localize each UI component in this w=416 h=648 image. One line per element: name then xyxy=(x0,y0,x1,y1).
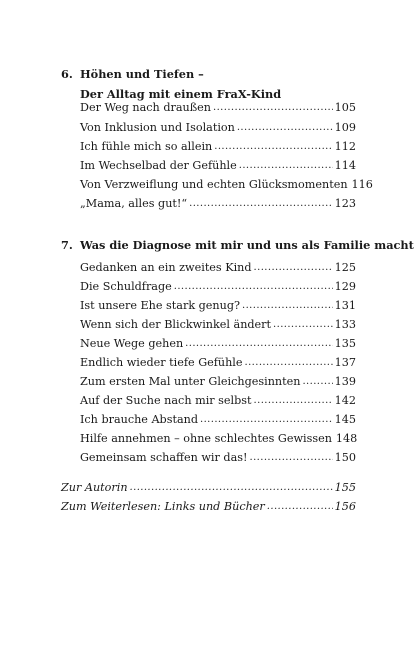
entry-page: 145 xyxy=(334,413,356,426)
dot-leader xyxy=(254,259,333,277)
entry-title: Wenn sich der Blickwinkel ändert xyxy=(80,318,272,331)
entry-page: 137 xyxy=(334,356,356,369)
entry-title: Zur Autorin xyxy=(61,481,128,494)
dot-leader xyxy=(239,157,333,175)
entry-page: 142 xyxy=(334,394,356,407)
toc-entry[interactable] xyxy=(80,335,356,353)
toc-entry[interactable] xyxy=(80,430,356,448)
entry-page: 156 xyxy=(334,500,356,513)
entry-title: Im Wechselbad der Gefühle xyxy=(80,159,237,172)
toc-entry[interactable] xyxy=(80,449,356,467)
dot-leader xyxy=(254,392,333,410)
dot-leader xyxy=(185,335,332,353)
toc-entry[interactable] xyxy=(80,259,356,277)
entry-title: Endlich wieder tiefe Gefühle xyxy=(80,356,243,369)
entry-page: 148 xyxy=(335,432,358,445)
toc-entry[interactable] xyxy=(80,119,356,137)
dot-leader xyxy=(130,479,333,497)
entry-page: 150 xyxy=(334,451,356,464)
chapter-number: 6. xyxy=(61,67,73,81)
dot-leader xyxy=(213,99,333,117)
entry-page: 131 xyxy=(334,299,356,312)
dot-leader xyxy=(273,316,333,334)
toc-entry[interactable] xyxy=(80,195,356,213)
entry-title: Von Inklusion und Isolation xyxy=(80,121,235,134)
toc-entry[interactable] xyxy=(80,354,356,372)
entry-title: Auf der Suche nach mir selbst xyxy=(80,394,252,407)
chapter-title-line-1: Höhen und Tiefen – xyxy=(80,67,204,81)
toc-entry[interactable] xyxy=(80,316,356,334)
entry-title: „Mama, alles gut!“ xyxy=(80,197,188,210)
chapter-number: 7. xyxy=(61,238,73,252)
entry-page: 125 xyxy=(334,261,356,274)
dot-leader xyxy=(200,411,333,429)
dot-leader xyxy=(267,498,333,516)
entry-page: 112 xyxy=(334,140,356,153)
chapter-title-line-1: Was die Diagnose mit mir und uns als Familie macht xyxy=(80,238,414,252)
entry-page: 109 xyxy=(334,121,356,134)
toc-entry[interactable] xyxy=(80,411,356,429)
entry-page: 123 xyxy=(334,197,356,210)
entry-page: 155 xyxy=(334,481,356,494)
entry-page: 139 xyxy=(334,375,356,388)
toc-entry[interactable] xyxy=(80,373,356,391)
toc-entry[interactable] xyxy=(80,138,356,156)
entry-page: 135 xyxy=(334,337,356,350)
entry-page: 105 xyxy=(334,101,356,114)
toc-entry[interactable] xyxy=(80,297,356,315)
dot-leader xyxy=(174,278,333,296)
entry-title: Ich brauche Abstand xyxy=(80,413,198,426)
toc-entry[interactable] xyxy=(80,392,356,410)
entry-title: Neue Wege gehen xyxy=(80,337,184,350)
chapter-title-line-2: Der Alltag mit einem FraX-Kind xyxy=(80,87,282,101)
dot-leader xyxy=(242,297,333,315)
toc-backmatter-entry[interactable] xyxy=(61,479,356,497)
toc-entry[interactable] xyxy=(80,99,356,117)
dot-leader xyxy=(237,119,333,137)
entry-title: Gedanken an ein zweites Kind xyxy=(80,261,252,274)
toc-backmatter-entry[interactable] xyxy=(61,498,356,516)
entry-title: Die Schuldfrage xyxy=(80,280,172,293)
entry-page: 116 xyxy=(351,178,373,191)
dot-leader xyxy=(214,138,332,156)
entry-title: Gemeinsam schaffen wir das! xyxy=(80,451,248,464)
entry-title: Der Weg nach draußen xyxy=(80,101,212,114)
chapter-heading-7 xyxy=(0,236,416,256)
dot-leader xyxy=(245,354,333,372)
dot-leader xyxy=(250,449,333,467)
toc-entry[interactable] xyxy=(80,278,356,296)
entry-title: Zum Weiterlesen: Links und Bücher xyxy=(61,500,265,513)
entry-title: Von Verzweiflung und echten Glücksmomenten xyxy=(80,178,348,191)
entry-page: 133 xyxy=(334,318,356,331)
dot-leader xyxy=(189,195,333,213)
entry-title: Ich fühle mich so allein xyxy=(80,140,213,153)
entry-title: Ist unsere Ehe stark genug? xyxy=(80,299,241,312)
toc-entry[interactable] xyxy=(80,157,356,175)
entry-page: 129 xyxy=(334,280,356,293)
entry-page: 114 xyxy=(334,159,356,172)
entry-title: Hilfe annehmen – ohne schlechtes Gewissen xyxy=(80,432,332,445)
dot-leader xyxy=(302,373,332,391)
entry-title: Zum ersten Mal unter Gleichgesinnten xyxy=(80,375,301,388)
toc-entry[interactable] xyxy=(80,176,373,194)
